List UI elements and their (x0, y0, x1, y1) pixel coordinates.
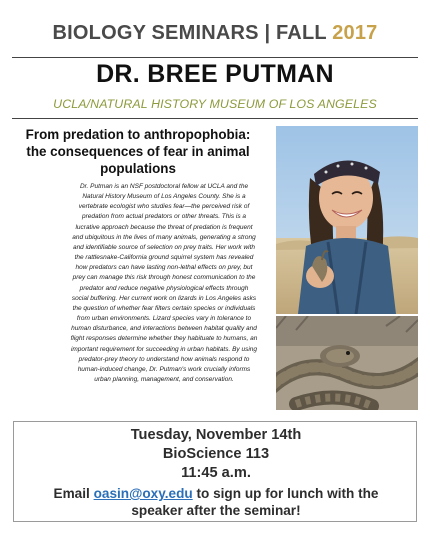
speaker-photo (276, 126, 418, 314)
event-details-box (13, 421, 417, 522)
abstract-line: the question of whether fear filters certain species or individuals (72, 304, 256, 312)
talk-title-line: From predation to anthropophobia: (25, 127, 251, 142)
speaker-abstract (14, 182, 314, 385)
signup-email-link[interactable]: oasin@oxy.edu (93, 486, 193, 501)
abstract-line: prey can manage this risk through honest communication to the (72, 274, 256, 282)
abstract-line: human disturbance, and interactions between habitat quality and (71, 325, 257, 333)
abstract-line: and ubiquitous in the lives of many animals, generating a strong (72, 233, 256, 241)
signup-line (14, 486, 418, 501)
talk-title (12, 126, 264, 177)
affiliation-divider (12, 118, 418, 119)
abstract-line: the rattlesnake-California ground squirrel system has revealed (74, 254, 254, 262)
signup-suffix: to sign up for lunch with the (196, 486, 379, 501)
abstract-line: Natural History Museum of Los Angeles County. She is a (82, 193, 246, 201)
event-time: 11:45 a.m. (181, 465, 251, 481)
abstract-line: lucrative approach because the threat of predation is frequent (75, 223, 253, 231)
abstract-line: vertebrate ecologist who studies fear—the perceived risk of (78, 203, 250, 211)
header-divider (12, 57, 418, 58)
abstract-line: important requirement for succeeding in urban habitats. By using (70, 345, 258, 353)
signup-closing: speaker after the seminar! (131, 503, 301, 518)
event-location: BioScience 113 (162, 446, 270, 462)
abstract-line: predation from actual predators or other threats. This is a (81, 213, 247, 221)
speaker-affiliation: UCLA/NATURAL HISTORY MUSEUM OF LOS ANGELES (53, 97, 377, 111)
abstract-line: predator and reduce negative physiological effects through (79, 284, 249, 292)
talk-title-line: the consequences of fear in animal (26, 144, 250, 159)
seminar-series-header (0, 22, 430, 45)
abstract-line: how predators can have lasting non-lethal effects on prey, but (75, 264, 253, 272)
event-date: Tuesday, November 14th (130, 427, 302, 443)
series-label: BIOLOGY SEMINARS | FALL (52, 22, 327, 44)
rattlesnake-photo (276, 316, 418, 410)
abstract-line: social buffering. Her current work on lizards in Los Angeles asks (71, 294, 257, 302)
abstract-line: predator-prey theory to understand how animals respond to (78, 355, 250, 363)
speaker-name: DR. BREE PUTMAN (96, 60, 334, 88)
abstract-line: human-induced change, Dr. Putman's work crucially informs (77, 365, 251, 373)
abstract-line: flight responses determine whether they habituate to humans, an (70, 335, 258, 343)
series-year: 2017 (332, 22, 378, 44)
abstract-line: from urban environments. Lizard species vary in tolerance to (76, 315, 252, 323)
signup-prefix: Email (53, 486, 90, 501)
abstract-line: Dr. Putman is an NSF postdoctoral fellow at UCLA and the (79, 183, 249, 190)
abstract-line: urban planning, management, and conservation. (94, 375, 234, 383)
abstract-line: and identifiable source of selection on prey traits. Her work with (72, 243, 256, 251)
talk-title-line: populations (100, 161, 176, 176)
